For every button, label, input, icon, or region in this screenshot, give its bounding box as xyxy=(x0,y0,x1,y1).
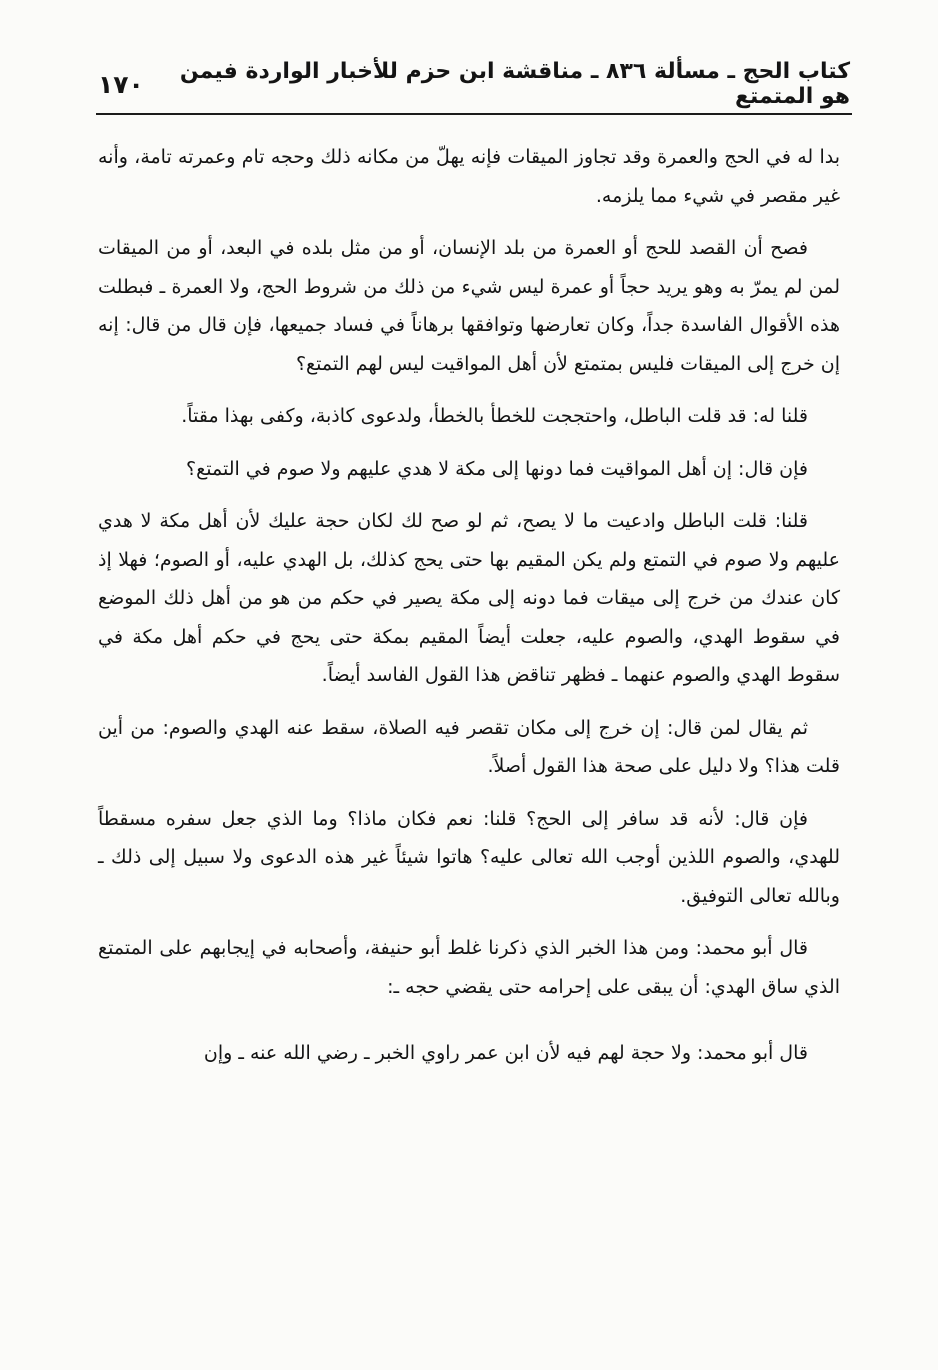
paragraph: فإن قال: إن أهل المواقيت فما دونها إلى مكة لا هدي عليهم ولا صوم في التمتع؟ xyxy=(186,457,808,480)
paragraph: قلنا له: قد قلت الباطل، واحتججت للخطأ بالخطأ، ولدعوى كاذبة، وكفى بهذا مقتاً. xyxy=(181,405,808,427)
paragraph: فصح أن القصد للحج أو العمرة من بلد الإنسان، أو من مثل بلده في البعد، أو من الميقات لمن لم يمرّ به وهو يريد حجاً أو عمرة ليس شيء من ذلك من شروط الحج، ولا العمرة ـ فبطلت هذه الأقوال الفاسدة جداً، وكان تعارضها وتوافقها برهاناً في فساد جميعها، فإن قال من قال: إنه إن خرج إلى الميقات فليس بمتمتع لأن أهل المواقيت ليس لهم التمتع؟ xyxy=(98,237,840,375)
page-number: ١٧٠ xyxy=(98,69,144,99)
paragraph: فإن قال: لأنه قد سافر إلى الحج؟ قلنا: نعم فكان ماذا؟ وما الذي جعل سفره مسقطاً للهدي، والصوم اللذين أوجب الله تعالى عليه؟ هاتوا شيئاً غير هذه الدعوى ولا سبيل إلى ذلك ـ وبالله تعالى التوفيق. xyxy=(98,807,840,907)
paragraph-continuation: بدا له في الحج والعمرة وقد تجاوز الميقات فإنه يهلّ من مكانه ذلك وحجه تام وعمرته تامة، وأنه غير مقصر في شيء مما يلزمه. xyxy=(98,146,840,207)
page-body xyxy=(98,138,840,1087)
paragraph: قلنا: قلت الباطل وادعيت ما لا يصح، ثم لو صح لك لكان حجة عليك لأن أهل مكة لا هدي عليهم ولا صوم في التمتع ولم يكن المقيم بها حتى يحج كذلك، بل الهدي عليه، أو الصوم؛ فهلا إذ كان عندك من خرج إلى ميقات فما دونه إلى مكة يصير في حكم من هو من أهل ذلك الموضع في سقوط الهدي، والصوم عليه، جعلت أيضاً المقيم بمكة حتى يحج في حكم أهل مكة في سقوط الهدي والصوم عنهما ـ فظهر تناقض هذا القول الفاسد أيضاً. xyxy=(98,510,840,686)
paragraph: قال أبو محمد: ومن هذا الخبر الذي ذكرنا غلط أبو حنيفة، وأصحابه في إيجابهم على المتمتع الذي ساق الهدي: أن يبقى على إحرامه حتى يقضي حجه ـ: xyxy=(98,937,840,998)
paragraph: قال أبو محمد: ولا حجة لهم فيه لأن ابن عمر راوي الخبر ـ رضي الله عنه ـ وإن xyxy=(203,1042,808,1064)
running-title: كتاب الحج ـ مسألة ٨٣٦ ـ مناقشة ابن حزم للأخبار الواردة فيمن هو المتمتع xyxy=(179,59,850,109)
header-rule xyxy=(96,113,852,115)
paragraph: ثم يقال لمن قال: إن خرج إلى مكان تقصر فيه الصلاة، سقط عنه الهدي والصوم: من أين قلت هذا؟ ولا دليل على صحة هذا القول أصلاً. xyxy=(98,716,840,777)
page-header xyxy=(98,59,850,109)
